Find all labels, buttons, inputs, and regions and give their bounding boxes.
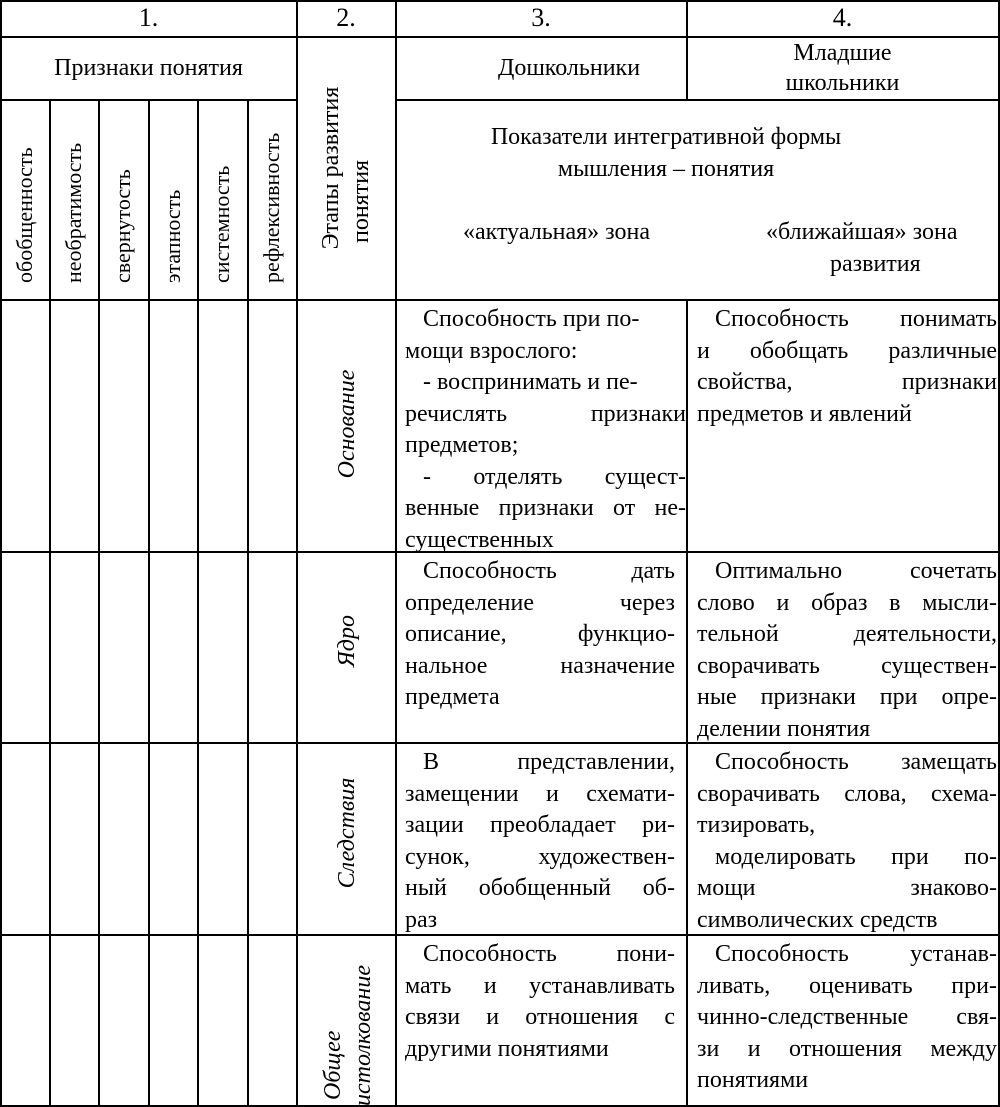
text-line: моделировать при по- <box>715 843 997 870</box>
table-border-top <box>0 0 1000 2</box>
text-line: связи и отношения с <box>405 1004 675 1030</box>
signs-title: Признаки понятия <box>54 55 243 81</box>
indicators-title-line2: мышления – понятия <box>557 156 775 182</box>
stages-header-line1: Этапы развития <box>318 86 344 250</box>
nearest-zone-label-line1: «ближайшая» зона <box>766 219 958 245</box>
text-line: определение через <box>405 589 675 616</box>
text-line: Способность замещать <box>715 749 997 775</box>
sign-label-generalization: обобщенность <box>12 147 37 283</box>
text-line: зации преобладает ри- <box>405 812 675 838</box>
sign-col-divider-1 <box>49 99 51 1107</box>
column-number-2: 2. <box>336 3 356 32</box>
text-line: нальное назначение <box>405 652 675 679</box>
text-line: и обобщать различные <box>697 337 997 364</box>
column-number-3: 3. <box>531 3 551 32</box>
row-basis-junior <box>697 304 997 430</box>
sign-label-compactness: свернутость <box>110 169 135 283</box>
row-basis-preschool <box>405 304 686 556</box>
row-core-junior <box>697 556 997 745</box>
stages-header-line2: понятия <box>348 159 374 243</box>
text-line: ливать, оценивать при- <box>697 972 997 999</box>
text-line: слово и образ в мысли- <box>697 589 997 616</box>
text-line: раз <box>405 906 438 933</box>
text-line: символических средств <box>697 906 938 933</box>
text-line: Способность при по- <box>423 306 640 332</box>
col-divider-3-4-body <box>686 299 688 1107</box>
junior-header-line2: школьники <box>785 70 900 96</box>
text-line: сворачивать существен- <box>697 652 997 679</box>
row-core-preschool <box>405 556 675 714</box>
preschool-header: Дошкольники <box>497 55 641 81</box>
text-line: существенных <box>405 526 554 553</box>
indicators-title-line1: Показатели интегративной формы <box>490 124 842 150</box>
age-group-divider <box>395 99 1000 101</box>
text-line: делении понятия <box>697 715 871 742</box>
text-line: Способность пони- <box>423 941 675 967</box>
sign-label-staging: этапность <box>160 189 185 283</box>
actual-zone-label: «актуальная» зона <box>463 219 651 245</box>
text-line: тизировать, <box>697 812 816 838</box>
stage-label-consequences: Следствия <box>334 777 360 889</box>
text-line: предметов; <box>405 432 519 458</box>
sign-label-irreversibility: необратимость <box>61 142 86 283</box>
text-line: Способность дать <box>423 558 675 584</box>
text-line: речислять признаки <box>405 400 686 427</box>
text-line: мощи знаково- <box>697 875 997 901</box>
stage-label-interpretation <box>318 934 378 1106</box>
row-consequences-preschool <box>405 747 675 936</box>
sign-col-divider-5 <box>247 99 249 1107</box>
sign-label-reflexivity: рефлексивность <box>259 132 284 283</box>
sign-label-systemicity: системность <box>209 165 234 283</box>
stages-header <box>316 53 376 283</box>
row-interpretation-junior <box>697 939 997 1097</box>
junior-header-line1: Младшие <box>793 40 892 66</box>
text-line: понятиями <box>697 1067 809 1093</box>
text-line: предметов и явлений <box>697 400 912 427</box>
text-line: - отделять сущест- <box>423 463 686 490</box>
row-consequences-junior <box>697 747 997 936</box>
sign-col-divider-3 <box>148 99 150 1107</box>
text-line: предмета <box>405 684 500 710</box>
text-line: сворачивать слова, схема- <box>697 780 997 807</box>
stage-label-core: Ядро <box>334 615 360 667</box>
sign-col-divider-4 <box>197 99 199 1107</box>
text-line: замещении и схемати- <box>405 780 675 807</box>
header-bottom-divider <box>0 299 1000 301</box>
stage-label-basis: Основание <box>334 369 360 479</box>
column-number-1: 1. <box>138 3 159 32</box>
row-interpretation-preschool <box>405 939 675 1065</box>
col-divider-1-2 <box>296 0 298 1107</box>
text-line: В представлении, <box>423 749 675 775</box>
text-line: ный обобщенный об- <box>405 875 675 901</box>
text-line: Способность устанав- <box>715 941 997 967</box>
text-line: чинно-следственные свя- <box>697 1004 997 1030</box>
text-line: описание, функцио- <box>405 621 675 647</box>
text-line: мощи взрослого: <box>405 337 578 364</box>
text-line: венные признаки от не- <box>405 495 686 521</box>
text-line: мать и устанавливать <box>405 972 675 999</box>
column-number-4: 4. <box>832 3 853 32</box>
sign-col-divider-2 <box>98 99 100 1107</box>
text-line: ные признаки при опре- <box>697 684 997 710</box>
text-line: сунок, художествен- <box>405 843 675 870</box>
text-line: зи и отношения между <box>697 1035 997 1062</box>
nearest-zone-label-line2: развития <box>830 251 921 277</box>
stage-label-interpretation-line1: Общее <box>320 1030 346 1100</box>
text-line: тельной деятельности, <box>697 621 997 647</box>
text-line: другими понятиями <box>405 1035 609 1062</box>
table-border-left <box>0 0 2 1107</box>
stage-label-interpretation-line2: истолкование <box>350 965 376 1106</box>
text-line: Оптимально сочетать <box>715 558 997 584</box>
text-line: - воспринимать и пе- <box>423 369 638 395</box>
text-line: свойства, признаки <box>697 369 997 395</box>
text-line: Способность понимать <box>715 306 997 332</box>
